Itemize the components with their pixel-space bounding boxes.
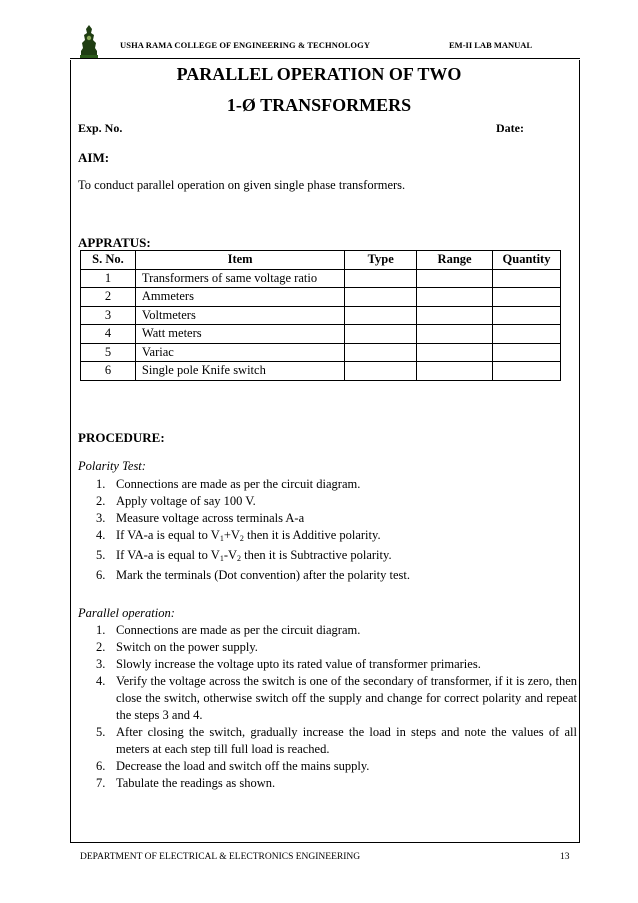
cell-sno: 4: [81, 325, 136, 344]
step-text: Decrease the load and switch off the mains supply.: [116, 759, 370, 773]
cell-sno: 2: [81, 288, 136, 307]
cell-item: Variac: [135, 343, 344, 362]
cell-range: [417, 362, 493, 381]
list-item: [96, 493, 496, 510]
col-sno-header: S. No.: [81, 251, 136, 270]
apparatus-header-row: [81, 251, 561, 270]
cell-sno: 1: [81, 269, 136, 288]
cell-type: [345, 269, 417, 288]
list-item: [96, 758, 577, 775]
header-college-name: USHA RAMA COLLEGE OF ENGINEERING & TECHNOLOGY: [120, 40, 371, 50]
step-text: Apply voltage of say 100 V.: [116, 494, 256, 508]
col-range-header: Range: [417, 251, 493, 270]
header-rule: [70, 58, 580, 59]
apparatus-table: [80, 250, 561, 381]
cell-type: [345, 343, 417, 362]
table-row: [81, 343, 561, 362]
step-text-part: then it is Subtractive polarity.: [241, 548, 392, 562]
footer-department: DEPARTMENT OF ELECTRICAL & ELECTRONICS ENGINEERING: [80, 852, 361, 862]
cell-item: Transformers of same voltage ratio: [135, 269, 344, 288]
cell-item: Watt meters: [135, 325, 344, 344]
cell-quantity: [493, 325, 561, 344]
cell-range: [417, 306, 493, 325]
exp-no-label: Exp. No.: [78, 121, 123, 135]
list-item: [96, 476, 496, 493]
cell-range: [417, 325, 493, 344]
cell-item: Voltmeters: [135, 306, 344, 325]
step-number: 1.: [96, 623, 106, 637]
col-item-header: Item: [135, 251, 344, 270]
table-row: [81, 325, 561, 344]
parallel-operation-heading: Parallel operation:: [78, 606, 175, 620]
step-text: Connections are made as per the circuit diagram.: [116, 623, 361, 637]
step-number: 3.: [96, 657, 106, 671]
list-item: [96, 622, 577, 639]
cell-type: [345, 288, 417, 307]
page-title-line-1: PARALLEL OPERATION OF TWO: [176, 64, 462, 84]
subscript: 2: [237, 554, 242, 563]
list-item: [96, 656, 577, 673]
step-number: 7.: [96, 776, 106, 790]
subscript: 2: [239, 534, 244, 543]
step-number: 6.: [96, 759, 106, 773]
step-text: Measure voltage across terminals A-a: [116, 511, 305, 525]
college-emblem-icon: [78, 24, 100, 60]
cell-type: [345, 325, 417, 344]
cell-quantity: [493, 288, 561, 307]
cell-quantity: [493, 343, 561, 362]
cell-type: [345, 306, 417, 325]
cell-quantity: [493, 362, 561, 381]
step-text: Tabulate the readings as shown.: [116, 776, 276, 790]
list-item: [96, 510, 496, 527]
list-item: [96, 567, 496, 584]
step-text: [116, 548, 392, 562]
table-row: [81, 306, 561, 325]
header-manual-name: EM-II LAB MANUAL: [449, 40, 533, 50]
polarity-steps-list: [96, 476, 496, 584]
step-number: 6.: [96, 568, 106, 582]
step-number: 2.: [96, 494, 106, 508]
step-text: Switch on the power supply.: [116, 640, 258, 654]
page-title-line-2: 1-Ø TRANSFORMERS: [226, 95, 412, 115]
list-item: [96, 775, 577, 792]
date-label: Date:: [496, 121, 524, 135]
step-number: 3.: [96, 511, 106, 525]
aim-heading: AIM:: [78, 150, 110, 165]
step-text-part: then it is Additive polarity.: [243, 528, 381, 542]
apparatus-heading: APPRATUS:: [78, 235, 151, 250]
aim-text: To conduct parallel operation on given single phase transformers.: [78, 178, 406, 192]
table-row: [81, 269, 561, 288]
cell-quantity: [493, 306, 561, 325]
cell-type: [345, 362, 417, 381]
step-number: 4.: [96, 528, 106, 542]
procedure-heading: PROCEDURE:: [78, 430, 165, 445]
footer-page-number: 13: [560, 852, 570, 862]
list-item: [96, 724, 577, 758]
list-item: [96, 547, 496, 567]
cell-item: Single pole Knife switch: [135, 362, 344, 381]
step-text: Connections are made as per the circuit diagram.: [116, 477, 361, 491]
polarity-test-heading: Polarity Test:: [78, 459, 146, 473]
table-row: [81, 288, 561, 307]
step-text-part: +V: [223, 528, 240, 542]
step-text: Verify the voltage across the switch is one of the secondary of transformer, if it is zero, then close the switch, otherwise switch off the supply and change for correct polarity and repeat the steps 3 and 4.: [116, 674, 577, 722]
step-text-part: If VA-a is equal to V: [116, 548, 220, 562]
cell-sno: 3: [81, 306, 136, 325]
cell-range: [417, 288, 493, 307]
subscript: 1: [219, 554, 224, 563]
step-number: 2.: [96, 640, 106, 654]
step-number: 5.: [96, 725, 106, 739]
cell-range: [417, 343, 493, 362]
col-type-header: Type: [345, 251, 417, 270]
step-text: [116, 528, 381, 542]
cell-quantity: [493, 269, 561, 288]
step-text: Mark the terminals (Dot convention) after the polarity test.: [116, 568, 411, 582]
step-text: Slowly increase the voltage upto its rated value of transformer primaries.: [116, 657, 481, 671]
cell-item: Ammeters: [135, 288, 344, 307]
step-number: 4.: [96, 674, 106, 688]
step-text-part: If VA-a is equal to V: [116, 528, 220, 542]
step-text: After closing the switch, gradually increase the load in steps and note the values of all meters at each step till full load is reached.: [116, 725, 577, 756]
step-number: 5.: [96, 548, 106, 562]
parallel-steps-list: [96, 622, 577, 792]
step-number: 1.: [96, 477, 106, 491]
table-row: [81, 362, 561, 381]
list-item: [96, 527, 496, 547]
cell-sno: 6: [81, 362, 136, 381]
subscript: 1: [219, 534, 224, 543]
cell-sno: 5: [81, 343, 136, 362]
cell-range: [417, 269, 493, 288]
step-text-part: -V: [223, 548, 238, 562]
list-item: [96, 673, 577, 724]
list-item: [96, 639, 577, 656]
col-quantity-header: Quantity: [493, 251, 561, 270]
